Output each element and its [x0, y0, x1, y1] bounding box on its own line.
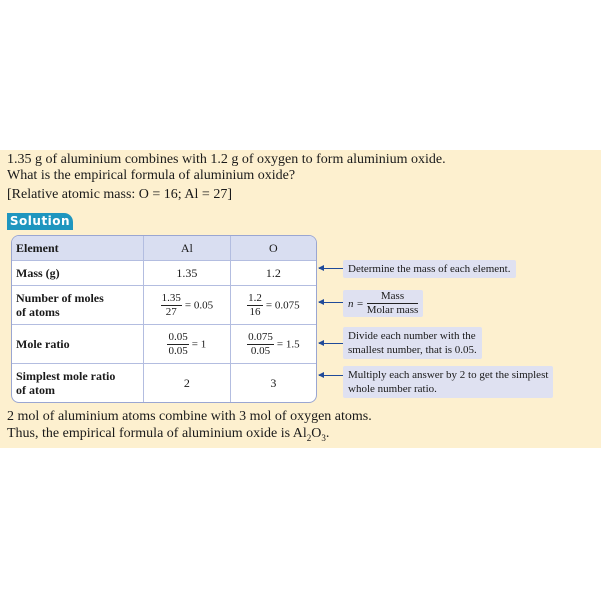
table-row-header — [12, 236, 316, 261]
ratio-o — [231, 325, 316, 364]
simplest-label — [12, 364, 144, 402]
mass-o: 1.2 — [231, 261, 316, 286]
moles-label-line-1: Number of moles — [16, 291, 104, 305]
note-formula — [343, 290, 423, 317]
arrow-simplest — [319, 375, 343, 376]
moles-o-numerator: 1.2 — [248, 291, 262, 304]
formula-sub-o: 3 — [321, 432, 326, 443]
ratio-al-fraction — [167, 332, 188, 357]
moles-o-fraction — [247, 293, 263, 318]
simplest-label-line-1: Simplest mole ratio — [16, 369, 116, 383]
moles-al-numerator: 1.35 — [161, 291, 181, 304]
formula-denominator: Molar mass — [366, 304, 419, 316]
arrow-moles — [319, 302, 343, 303]
note-multiply — [343, 366, 553, 398]
ratio-o-fraction — [247, 332, 274, 357]
ratio-al-result: = 1 — [191, 338, 207, 350]
ratio-al — [144, 325, 231, 364]
question-line-1: 1.35 g of aluminium combines with 1.2 g of oxygen to form aluminium oxide. — [7, 152, 446, 167]
simplest-label-line-2: of atom — [16, 383, 55, 397]
conclusion-line-2 — [7, 426, 329, 442]
moles-o — [231, 286, 316, 325]
ratio-o-result: = 1.5 — [276, 338, 300, 350]
formula-numerator: Mass — [367, 291, 419, 304]
note-multiply-line-1: Multiply each answer by 2 to get the simplest — [348, 369, 549, 381]
question-line-2: What is the empirical formula of aluminium oxide? — [7, 168, 296, 183]
moles-o-result: = 0.075 — [265, 299, 300, 311]
formula-n: n = — [348, 297, 364, 310]
solution-badge: Solution — [7, 213, 73, 230]
ratio-al-denominator: 0.05 — [168, 344, 188, 357]
formula-sub-al: 2 — [306, 432, 312, 443]
table-row-moles — [12, 286, 316, 325]
moles-al-denominator: 27 — [165, 305, 177, 318]
formula-fraction — [367, 291, 419, 316]
note-mass: Determine the mass of each element. — [343, 260, 516, 278]
arrow-ratio — [319, 343, 343, 344]
conclusion-prefix: Thus, the empirical formula of aluminium oxide is Al — [7, 426, 307, 441]
conclusion-end: . — [325, 426, 330, 441]
header-element: Element — [12, 236, 144, 261]
moles-al-result: = 0.05 — [184, 299, 214, 311]
note-multiply-line-2: whole number ratio. — [348, 383, 437, 395]
ratio-o-numerator: 0.075 — [248, 330, 273, 343]
note-divide — [343, 327, 482, 359]
moles-label — [12, 286, 144, 325]
ratio-o-denominator: 0.05 — [250, 344, 271, 357]
formula-o: O — [311, 426, 322, 441]
note-divide-line-1: Divide each number with the — [348, 330, 476, 342]
ratio-al-numerator: 0.05 — [168, 330, 188, 343]
table-row-ratio — [12, 325, 316, 364]
header-al: Al — [144, 236, 231, 261]
header-o: O — [231, 236, 316, 261]
simplest-o: 3 — [270, 375, 277, 390]
arrow-mass — [319, 268, 343, 269]
table-row-mass — [12, 261, 316, 286]
moles-al — [144, 286, 231, 325]
mass-label: Mass (g) — [12, 261, 144, 286]
moles-o-denominator: 16 — [249, 305, 261, 318]
table-row-simplest — [12, 364, 316, 402]
moles-label-line-2: of atoms — [16, 305, 60, 319]
simplest-al: 2 — [144, 364, 231, 402]
ratio-label: Mole ratio — [12, 325, 144, 364]
calculation-table — [11, 235, 317, 403]
mass-al: 1.35 — [144, 261, 231, 286]
question-line-3: [Relative atomic mass: O = 16; Al = 27] — [7, 187, 232, 202]
note-divide-line-2: smallest number, that is 0.05. — [348, 344, 477, 356]
moles-al-fraction — [161, 293, 182, 318]
conclusion-line-1: 2 mol of aluminium atoms combine with 3 mol of oxygen atoms. — [7, 409, 372, 424]
